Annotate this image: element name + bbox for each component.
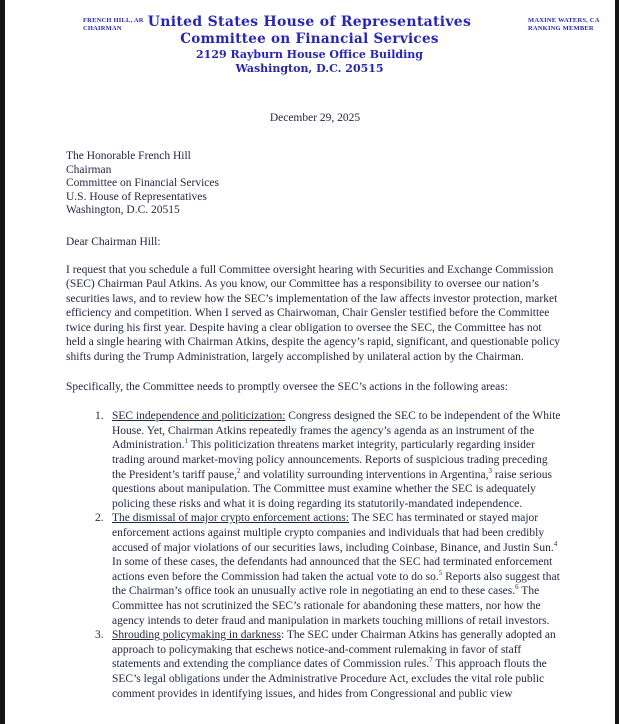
letterhead xyxy=(0,0,619,82)
list-item-crypto-enforcement xyxy=(66,511,564,628)
salutation: Dear Chairman Hill: xyxy=(66,235,161,248)
list-number: 1. xyxy=(95,410,104,423)
paragraph-request: I request that you schedule a full Committee oversight hearing with Securities and Exchange Commission (SEC) Chairman Paul Atkins. As you know, our Committee has a responsibility to oversee our nation’s securities laws, and to review how the SEC’s implementation of the law affects investor protection, market efficiency and competition. When I served as Chairwoman, Chair Gensler testified before the Committee twice during his first year. Despite having a clear obligation to oversee the SEC, the Committee has not held a single hearing with Chairman Atkins, despite the agency’s rapid, significant, and questionable policy shifts during the Trump Administration, largely accomplished by unilateral action by the Chairman. xyxy=(66,263,561,364)
list-number: 3. xyxy=(95,629,104,642)
list-item-text: Congress designed the SEC to be independent of the White House. Yet, Chairman Atkins repeatedly frames the agency’s agenda as an instrument of the Administration.$^1$ This politicization threatens market integrity, particularly regarding insider trading around market-moving policy announcements. Reports of suspicious trading preceding the President’s tariff pause,$^2$ and volatility surrounding interventions in Argentina,$^3$ raise serious questions about manipulation. The Committee must examine whether the SEC is adequately policing these risks and what it is doing regarding its statutorily-mandated independence. xyxy=(112,410,561,510)
letterhead-line3: 2129 Rayburn House Office Building xyxy=(196,48,423,61)
list-item-text: : The SEC under Chairman Atkins has generally adopted an approach to policymaking that eschews notice-and-comment rulemaking in favor of staff statements and extending the compliance dates of Commission rules.$^7$ This approach flouts the SEC’s legal obligations under the Administrative Procedure Act, excludes the vital role public comment provides in identifying issues, and hides from Congressional and public view xyxy=(112,629,556,700)
ranking-member-block xyxy=(528,17,600,33)
list-item-heading: Shrouding policymaking in darkness xyxy=(112,629,281,642)
recipient-line: Washington, D.C. 20515 xyxy=(66,204,180,216)
paragraph-specifically: Specifically, the Committee needs to promptly oversee the SEC’s actions in the following areas: xyxy=(66,380,508,393)
oversight-areas-list xyxy=(66,409,564,701)
scan-border-right xyxy=(615,0,619,724)
letter-body xyxy=(0,112,619,701)
chairman-name: FRENCH HILL, AR xyxy=(83,17,144,24)
ranking-member-name: MAXINE WATERS, CA xyxy=(528,17,600,24)
letterhead-line1: United States House of Representatives xyxy=(147,14,472,30)
chairman-block xyxy=(83,17,144,33)
list-number: 2. xyxy=(95,512,104,525)
list-item-text: The SEC has terminated or stayed major enforcement actions against multiple crypto companies and individuals that had been credibly accused of major violations of our securities laws, including Coinbase, Binance, and Justin Sun.$^4$ In some of these cases, the defendants had announced that the SEC had terminated enforcement actions even before the Commission had taken the actual vote to do so.$^5$ Reports also suggest that the Chairman’s office took an unusually active role in negotiating an end to these cases.$^6$ The Committee has not scrutinized the SEC’s rationale for abandoning these matters, nor how the agency intends to deter fraud and manipulation in markets touching millions of retail investors. xyxy=(112,512,560,627)
recipient-line: Committee on Financial Services xyxy=(66,177,219,189)
list-item-policymaking-darkness xyxy=(66,628,564,701)
letterhead-line4: Washington, D.C. 20515 xyxy=(235,62,384,75)
letterhead-line2: Committee on Financial Services xyxy=(180,31,439,47)
date: December 29, 2025 xyxy=(269,112,361,124)
chairman-title: CHAIRMAN xyxy=(83,25,122,32)
scan-border-left xyxy=(0,0,5,724)
recipient-line: Chairman xyxy=(66,163,112,176)
list-item-sec-independence xyxy=(66,409,564,511)
list-item-heading: The dismissal of major crypto enforcement actions: xyxy=(112,512,349,525)
recipient-address xyxy=(66,150,564,218)
recipient-line: The Honorable French Hill xyxy=(66,150,191,162)
list-item-heading: SEC independence and politicization: xyxy=(112,410,286,423)
recipient-line: U.S. House of Representatives xyxy=(66,190,207,203)
ranking-member-title: RANKING MEMBER xyxy=(528,25,594,32)
